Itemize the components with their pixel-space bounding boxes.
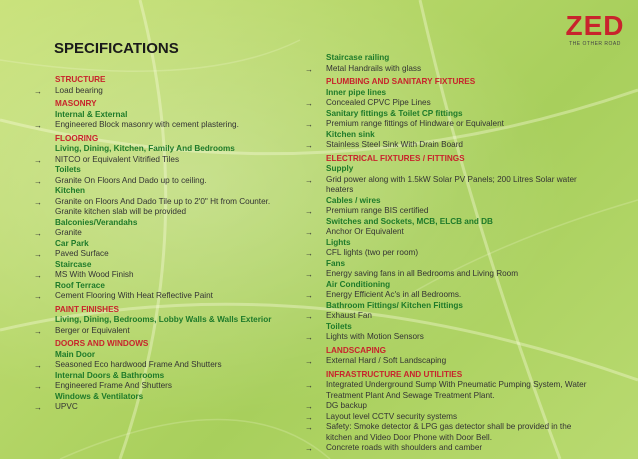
spec-text: Granite: [55, 228, 82, 237]
subheading: [34, 281, 294, 292]
subheading: [305, 130, 595, 141]
arrow-icon: →: [305, 381, 313, 390]
subheading: [305, 322, 595, 333]
section-heading: [305, 77, 595, 88]
brand-logo: [562, 12, 628, 47]
arrow-icon: →: [305, 228, 313, 237]
spec-text: Inner pipe lines: [326, 87, 387, 97]
spec-text: Premium range BIS certified: [326, 206, 429, 215]
spec-text: PAINT FINISHES: [55, 304, 119, 314]
spec-item: [34, 155, 294, 166]
spec-text: Stainless Steel Sink With Drain Board: [326, 140, 463, 149]
arrow-icon: →: [34, 403, 42, 412]
spec-text: Berger or Equivalent: [55, 325, 130, 335]
arrow-icon: →: [305, 175, 313, 185]
arrow-icon: →: [34, 86, 42, 96]
arrow-icon: →: [34, 176, 42, 186]
arrow-icon: →: [34, 326, 42, 336]
spec-text: MASONRY: [55, 99, 97, 108]
spec-text: Supply: [326, 164, 354, 173]
subheading: [305, 259, 595, 270]
subheading: [34, 392, 294, 403]
arrow-icon: →: [305, 357, 313, 366]
arrow-icon: →: [34, 361, 42, 370]
spec-item: [305, 422, 595, 443]
spec-text: Exhaust Fan: [326, 311, 372, 320]
spec-item: [34, 249, 294, 260]
subheading: [34, 315, 294, 326]
spec-text: Layout level CCTV security systems: [326, 411, 458, 421]
subheading: [305, 217, 595, 228]
spec-text: Energy saving fans in all Bedrooms and Living Room: [326, 269, 519, 278]
spec-text: Living, Dining, Kitchen, Family And Bedrooms: [55, 144, 235, 153]
arrow-icon: →: [305, 444, 313, 453]
spec-text: CFL lights (two per room): [326, 248, 419, 257]
section-heading: [34, 134, 294, 145]
spec-text: Internal Doors & Bathrooms: [55, 370, 165, 380]
section-heading: [305, 346, 595, 357]
arrow-icon: →: [34, 250, 42, 259]
spec-text: Energy Efficient Ac's in all Bedrooms.: [326, 290, 462, 299]
spec-text: Load bearing: [55, 85, 103, 95]
arrow-icon: →: [34, 197, 42, 207]
left-column: [34, 72, 294, 413]
subheading: [34, 144, 294, 155]
spec-text: NITCO or Equivalent Vitrified Tiles: [55, 154, 180, 164]
spec-text: Engineered Block masonry with cement plastering.: [55, 120, 239, 129]
spec-text: PLUMBING AND SANITARY FIXTURES: [326, 77, 476, 86]
spec-text: Metal Handrails with glass: [326, 63, 422, 73]
spec-item: [305, 64, 595, 75]
arrow-icon: →: [305, 64, 313, 74]
subheading: [305, 238, 595, 249]
spec-item: [305, 380, 595, 401]
spec-text: Sanitary fittings & Toilet CP fittings: [326, 108, 463, 118]
arrow-icon: →: [34, 155, 42, 165]
spec-text: Kitchen: [55, 186, 86, 195]
spec-item: [305, 140, 595, 151]
spec-item: [305, 290, 595, 301]
spec-text: STRUCTURE: [55, 75, 106, 84]
spec-text: Toilets: [326, 321, 352, 331]
subheading: [305, 164, 595, 175]
subheading: [34, 110, 294, 121]
spec-text: Living, Dining, Bedrooms, Lobby Walls & Walls Exterior: [55, 315, 272, 324]
subheading: [34, 165, 294, 176]
arrow-icon: →: [305, 402, 313, 411]
section-heading: [34, 99, 294, 110]
spec-text: Kitchen sink: [326, 129, 375, 139]
spec-text: DOORS AND WINDOWS: [55, 339, 149, 348]
spec-text: Staircase railing: [326, 53, 390, 62]
spec-item: [34, 291, 294, 302]
spec-text: Grid power along with 1.5kW Solar PV Panels; 200 Litres Solar water heaters: [326, 174, 577, 194]
spec-item: [305, 443, 595, 454]
spec-text: INFRASTRUCTURE AND UTILITIES: [326, 369, 463, 379]
arrow-icon: →: [34, 382, 42, 391]
spec-text: Seasoned Eco hardwood Frame And Shutters: [55, 360, 222, 369]
arrow-icon: →: [34, 229, 42, 238]
spec-text: UPVC: [55, 402, 78, 411]
spec-item: [305, 311, 595, 322]
spec-text: FLOORING: [55, 133, 99, 143]
arrow-icon: →: [34, 271, 42, 280]
spec-text: Anchor Or Equivalent: [326, 227, 404, 236]
spec-text: ELECTRICAL FIXTURES / FITTINGS: [326, 153, 465, 163]
spec-text: Premium range fittings of Hindware or Equivalent: [326, 119, 504, 128]
subheading: [34, 218, 294, 229]
spec-item: [305, 401, 595, 412]
spec-text: Air Conditioning: [326, 279, 391, 289]
spec-text: Car Park: [55, 238, 89, 248]
subheading: [305, 53, 595, 64]
spec-item: [305, 332, 595, 343]
spec-item: [305, 206, 595, 217]
subheading: [34, 350, 294, 361]
spec-text: Bathroom Fittings/ Kitchen Fittings: [326, 300, 463, 310]
spec-text: Toilets: [55, 165, 81, 174]
spec-text: Integrated Underground Sump With Pneumatic Pumping System, Water Treatment Plant And Sewage Treatment Plant.: [326, 380, 587, 400]
spec-text: Balconies/Verandahs: [55, 217, 138, 227]
spec-text: Windows & Ventilators: [55, 391, 144, 401]
spec-text: LANDSCAPING: [326, 345, 387, 355]
spec-text: Lights with Motion Sensors: [326, 332, 424, 341]
spec-text: Safety: Smoke detector & LPG gas detector shall be provided in the kitchen and Video Door Phone with Door Bell.: [326, 422, 572, 442]
arrow-icon: →: [34, 292, 42, 301]
logo-tagline: THE OTHER ROAD: [569, 41, 621, 47]
section-heading: [34, 339, 294, 350]
right-column: [305, 53, 595, 454]
spec-text: Engineered Frame And Shutters: [55, 381, 172, 390]
spec-text: MS With Wood Finish: [55, 270, 134, 279]
spec-item: [34, 270, 294, 281]
section-heading: [34, 305, 294, 316]
spec-item: [305, 248, 595, 259]
spec-text: Cement Flooring With Heat Reflective Paint: [55, 291, 213, 300]
spec-item: [305, 227, 595, 238]
spec-item: [34, 326, 294, 337]
subheading: [34, 186, 294, 197]
spec-text: DG backup: [326, 401, 367, 410]
arrow-icon: →: [305, 99, 313, 108]
spec-item: [305, 412, 595, 423]
spec-item: [34, 176, 294, 187]
spec-text: Granite on Floors And Dado Tile up to 2'0" Ht from Counter. Granite kitchen slab will be provided: [55, 196, 271, 216]
spec-text: Switches and Sockets, MCB, ELCB and DB: [326, 216, 493, 226]
subheading: [305, 88, 595, 99]
subheading: [305, 196, 595, 207]
spec-text: Roof Terrace: [55, 280, 105, 290]
section-heading: [305, 154, 595, 165]
spec-item: [34, 228, 294, 239]
spec-text: Fans: [326, 258, 346, 268]
subheading: [305, 109, 595, 120]
spec-item: [305, 119, 595, 130]
arrow-icon: →: [305, 412, 313, 422]
subheading: [34, 239, 294, 250]
spec-item: [305, 356, 595, 367]
spec-item: [34, 197, 294, 218]
arrow-icon: →: [305, 333, 313, 342]
arrow-icon: →: [305, 207, 313, 216]
spec-text: Lights: [326, 237, 351, 247]
arrow-icon: →: [305, 291, 313, 300]
spec-text: External Hard / Soft Landscaping: [326, 356, 447, 365]
spec-item: [34, 381, 294, 392]
arrow-icon: →: [305, 423, 313, 432]
subheading: [305, 280, 595, 291]
arrow-icon: →: [305, 249, 313, 258]
subheading: [34, 260, 294, 271]
spec-item: [34, 120, 294, 131]
subheading: [34, 371, 294, 382]
spec-text: Staircase: [55, 259, 92, 269]
logo-mark: ZED: [565, 10, 625, 41]
spec-text: Internal & External: [55, 109, 128, 119]
subheading: [305, 301, 595, 312]
spec-text: Concrete roads with shoulders and camber: [326, 443, 483, 452]
arrow-icon: →: [305, 270, 313, 279]
spec-item: [34, 360, 294, 371]
spec-text: Main Door: [55, 349, 96, 359]
arrow-icon: →: [34, 121, 42, 130]
section-heading: [34, 75, 294, 86]
page-title: SPECIFICATIONS: [54, 40, 179, 57]
spec-text: Paved Surface: [55, 249, 109, 258]
spec-text: Concealed CPVC Pipe Lines: [326, 98, 431, 107]
spec-item: [305, 175, 595, 196]
spec-item: [305, 269, 595, 280]
arrow-icon: →: [305, 120, 313, 129]
section-heading: [305, 370, 595, 381]
spec-text: Granite On Floors And Dado up to ceiling.: [55, 175, 207, 185]
spec-item: [305, 98, 595, 109]
arrow-icon: →: [305, 141, 313, 150]
spec-item: [34, 86, 294, 97]
arrow-icon: →: [305, 312, 313, 321]
spec-text: Cables / wires: [326, 195, 381, 205]
spec-item: [34, 402, 294, 413]
